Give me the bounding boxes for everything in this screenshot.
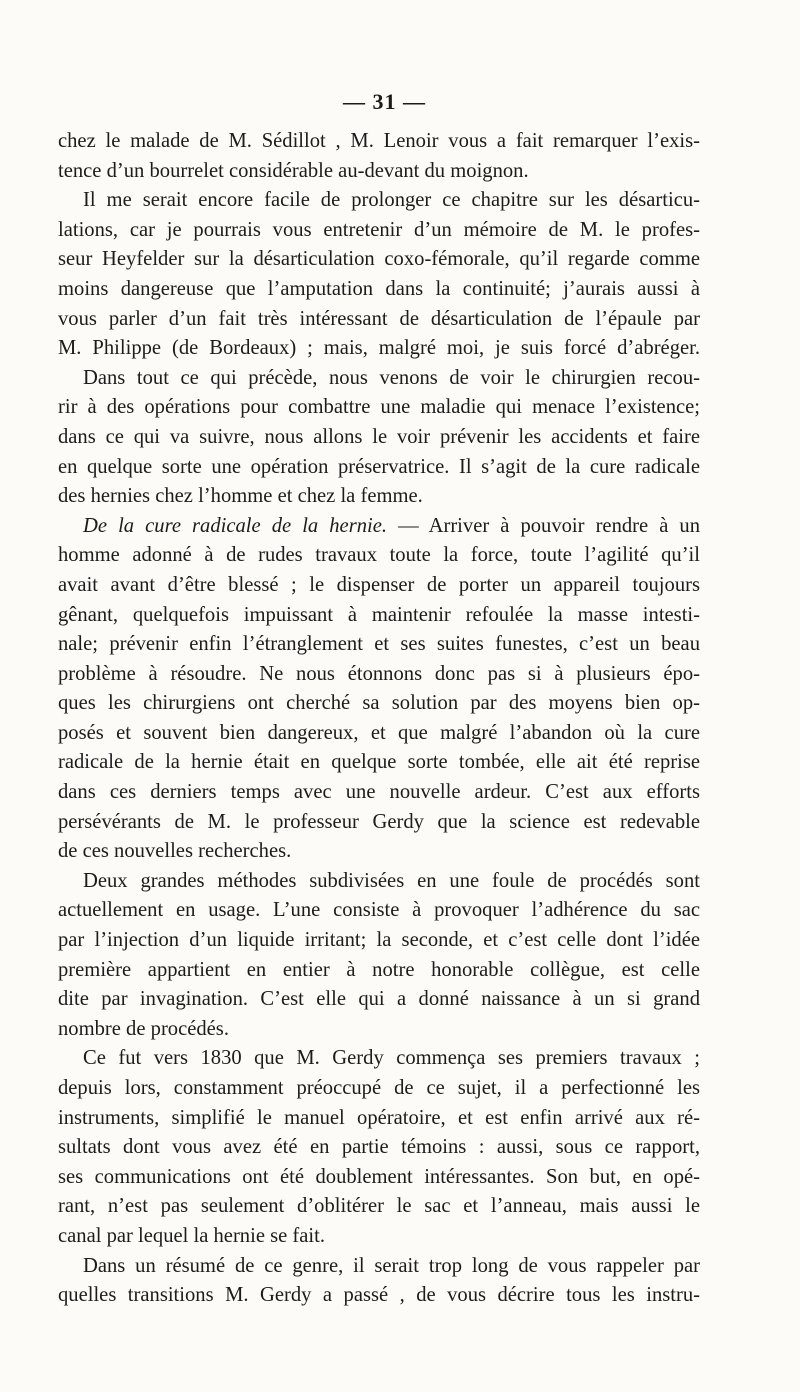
text-line: quelles transitions M. Gerdy a passé , de vous décrire tous les instru- bbox=[58, 1284, 700, 1307]
paragraph bbox=[58, 512, 700, 867]
text-line: par l’injection d’un liquide irritant; la seconde, et c’est celle dont l’idée bbox=[58, 929, 700, 952]
text-line: dite par invagination. C’est elle qui a donné naissance à un si grand bbox=[58, 988, 700, 1011]
text-line: chez le malade de M. Sédillot , M. Lenoir vous a fait remarquer l’exis- bbox=[58, 130, 700, 152]
section-heading: De la cure radicale de la hernie. bbox=[83, 514, 388, 537]
paragraph bbox=[58, 186, 700, 364]
text-run: — Arriver à pouvoir rendre à un bbox=[387, 514, 700, 537]
text-line: instruments, simplifié le manuel opératoire, et est enfin arrivé aux ré- bbox=[58, 1106, 700, 1129]
text-line: lations, car je pourrais vous entretenir d’un mémoire de M. le profes- bbox=[58, 218, 700, 241]
body-text bbox=[58, 127, 700, 1311]
text-line: radicale de la hernie était en quelque sorte tombée, elle ait été reprise bbox=[58, 751, 700, 774]
paragraph bbox=[58, 1044, 700, 1251]
text-line: Deux grandes méthodes subdivisées en une foule de procédés sont bbox=[83, 869, 700, 892]
text-line: rant, n’est pas seulement d’oblitérer le sac et l’anneau, mais aussi le bbox=[58, 1195, 700, 1218]
text-line: nombre de procédés. bbox=[58, 1017, 229, 1040]
text-line: première appartient en entier à notre honorable collègue, est celle bbox=[58, 958, 700, 981]
text-line: Dans un résumé de ce genre, il serait trop long de vous rappeler par bbox=[83, 1254, 700, 1277]
text-line: Dans tout ce qui précède, nous venons de voir le chirurgien recou- bbox=[83, 366, 700, 389]
text-line: des hernies chez l’homme et chez la femme. bbox=[58, 485, 423, 508]
text-line: seur Heyfelder sur la désarticulation coxo-fémorale, qu’il regarde comme bbox=[58, 248, 700, 271]
text-line: rir à des opérations pour combattre une maladie qui menace l’existence; bbox=[58, 396, 700, 419]
text-line: canal par lequel la hernie se fait. bbox=[58, 1224, 326, 1247]
text-line: Ce fut vers 1830 que M. Gerdy commença ses premiers travaux ; bbox=[83, 1047, 700, 1070]
text-line: sultats dont vous avez été en partie témoins : aussi, sous ce rapport, bbox=[58, 1136, 700, 1159]
text-line: Il me serait encore facile de prolonger ce chapitre sur les désarticu- bbox=[83, 189, 700, 212]
text-line: nale; prévenir enfin l’étranglement et ses suites funestes, c’est un beau bbox=[58, 633, 700, 656]
text-line: posés et souvent bien dangereux, et que malgré l’abandon où la cure bbox=[58, 721, 700, 744]
text-line: M. Philippe (de Bordeaux) ; mais, malgré moi, je suis forcé d’abréger. bbox=[58, 337, 700, 360]
text-line: tence d’un bourrelet considérable au-devant du moignon. bbox=[58, 159, 529, 182]
text-line: dans ce qui va suivre, nous allons le voir prévenir les accidents et faire bbox=[58, 425, 700, 448]
text-line: en quelque sorte une opération préservatrice. Il s’agit de la cure radicale bbox=[58, 455, 700, 478]
text-line: ses communications ont été doublement intéressantes. Son but, en opé- bbox=[58, 1165, 700, 1188]
text-line bbox=[58, 512, 700, 542]
text-line: persévérants de M. le professeur Gerdy que la science est redevable bbox=[58, 810, 700, 833]
text-line: moins dangereuse que l’amputation dans la continuité; j’aurais aussi à bbox=[58, 277, 700, 300]
text-line: ques les chirurgiens ont cherché sa solution par des moyens bien op- bbox=[58, 692, 700, 715]
text-line: homme adonné à de rudes travaux toute la force, toute l’agilité qu’il bbox=[58, 544, 700, 567]
text-line: actuellement en usage. L’une consiste à provoquer l’adhérence du sac bbox=[58, 899, 700, 922]
text-line: de ces nouvelles recherches. bbox=[58, 840, 292, 863]
text-line: vous parler d’un fait très intéressant de désarticulation de l’épaule par bbox=[58, 307, 700, 330]
page-number: — 31 — bbox=[343, 89, 426, 114]
text-line: problème à résoudre. Ne nous étonnons donc pas si à plusieurs épo- bbox=[58, 662, 700, 685]
text-line: gênant, quelquefois impuissant à maintenir refoulée la masse intesti- bbox=[58, 603, 700, 626]
text-line: avait avant d’être blessé ; le dispenser de porter un appareil toujours bbox=[58, 573, 700, 596]
paragraph bbox=[58, 1252, 700, 1311]
paragraph bbox=[58, 867, 700, 1045]
paragraph bbox=[58, 364, 700, 512]
text-line: depuis lors, constamment préoccupé de ce sujet, il a perfectionné les bbox=[58, 1077, 700, 1099]
paragraph bbox=[58, 127, 700, 186]
text-line: dans ces derniers temps avec une nouvelle ardeur. C’est aux efforts bbox=[58, 781, 700, 804]
